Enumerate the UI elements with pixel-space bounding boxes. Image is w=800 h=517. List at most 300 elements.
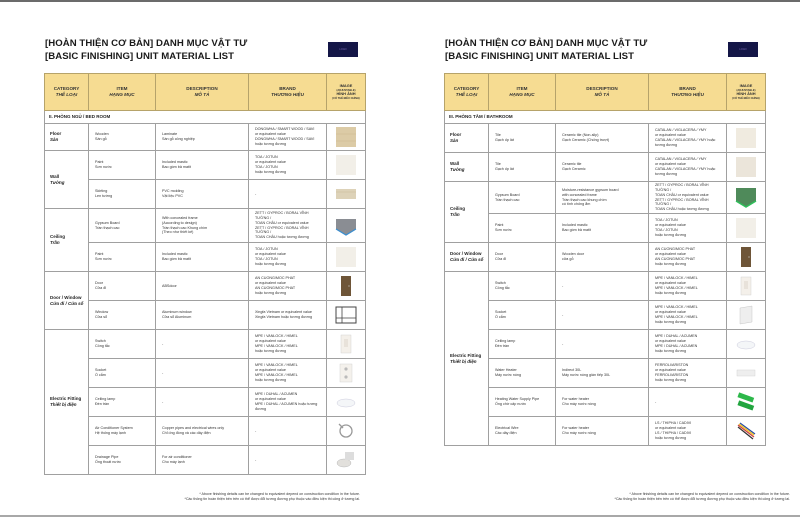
brand-cell: [649, 417, 727, 446]
description-cell: [556, 243, 649, 272]
brand-line: DONGWHA / SMART WOOD / SAVI: [255, 127, 315, 132]
description-cell: [556, 214, 649, 243]
image-cell: [727, 301, 766, 330]
header-item: [489, 74, 556, 111]
brand-line: MPE / VANLOCK / HIMEL: [655, 305, 698, 310]
brand-line: MPE / VANLOCK / HIMEL: [255, 344, 298, 348]
brand-line: or equivalent value: [255, 339, 286, 344]
image-cell: [327, 330, 366, 359]
item-vi: Đèn trần: [95, 402, 110, 406]
description-cell: [156, 330, 249, 359]
brand-cell: [249, 359, 327, 388]
item-en: Tile: [495, 162, 501, 167]
brand-cell: [649, 124, 727, 153]
brand-line: or equivalent value: [655, 368, 686, 373]
description-cell: [156, 301, 249, 330]
brand-cell: [649, 272, 727, 301]
description-en: Copper pipes and electrical wires only: [162, 426, 225, 431]
header-description-en: DESCRIPTION: [586, 86, 618, 91]
image-cell: [727, 388, 766, 417]
item-vi: Sơn nước: [495, 228, 512, 232]
item-en: Gypsum Board: [95, 220, 120, 225]
description-en: With concealed frame: [162, 215, 198, 220]
item-cell: [489, 417, 556, 446]
footnote-vietnamese: *Các thông tin hoàn thiện bên trên có thể được đổi tương đương phụ thuộc vào điều kiện thi công ở tương lai.: [614, 497, 790, 502]
header-image-adjustable: (ADJUSTABLE): [336, 88, 356, 92]
brand-line: FERROLI/ARISTON: [655, 363, 689, 368]
image-cell: [727, 153, 766, 182]
footnote-english: * Above finishing details can be changed to equivalent depend on construction condition in the future.: [629, 492, 790, 496]
section-title: III. PHÒNG TẮM / BATHROOM: [445, 111, 766, 124]
brand-line: TOAN CHÂU hoặc tương đương: [655, 207, 709, 212]
title-english: [BASIC FINISHING] UNIT MATERIAL LIST: [445, 50, 635, 62]
brand-line: or equivalent value: [655, 223, 686, 228]
table-row: [45, 417, 366, 446]
description-vi: Sàn gỗ công nghiệp: [162, 137, 195, 141]
category-en: Door / Window: [50, 294, 82, 300]
image-cell: [327, 243, 366, 272]
item-cell: [89, 180, 156, 209]
image-cell: [727, 214, 766, 243]
table-row: [445, 272, 766, 301]
brand-line: hoặc tương đương: [655, 348, 687, 353]
header-description: [556, 74, 649, 111]
item-vi: Sơn nước: [95, 257, 112, 261]
item-en: Skirting: [95, 189, 108, 194]
header-category-en: CATEGORY: [453, 86, 480, 91]
description-vi: Gạch Ceramic: [562, 167, 586, 171]
brand-line: AN CUONG/MOC PHAT: [655, 247, 696, 252]
item-en: Door: [495, 252, 503, 257]
item-vi: Ống chờ cấp nước: [495, 402, 527, 406]
brand-line: or equivalent value: [255, 160, 286, 165]
brand-line: hoặc tương đương: [655, 261, 687, 266]
header-image: [327, 74, 366, 111]
brand-line: TOA / JOTUN: [255, 247, 278, 252]
brand-cell: [649, 214, 727, 243]
category-cell: [445, 153, 489, 182]
category-cell: [45, 272, 89, 330]
brand-line: MPE / VANLOCK / HIMEL: [255, 334, 298, 339]
brand-line: AN CUONG/MOC PHAT: [255, 276, 296, 281]
description-en: -: [162, 341, 164, 346]
brand-line: or equivalent value: [655, 281, 686, 286]
gypsum-green-image: [729, 187, 763, 209]
category-en: Wall: [450, 161, 460, 166]
category-cell: [45, 151, 89, 209]
item-cell: [489, 182, 556, 214]
section-row: [45, 111, 366, 124]
brand-line: MPE / VANLOCK / HIMEL: [255, 373, 298, 377]
category-en: Ceiling: [450, 206, 466, 211]
door-image: [329, 275, 363, 297]
category-vi: Tường: [450, 167, 465, 172]
table-row: [45, 301, 366, 330]
description-vi: Chỉ ống đồng và các dây điện: [162, 431, 211, 435]
brand-line: hoặc tương đương: [255, 141, 287, 146]
header-item-vi: HẠNG MỤC: [109, 92, 135, 97]
brand-line: TOAN CHÂU or equivalent value: [655, 192, 709, 197]
brand-line: MPE / DUHAL / ACUMEN: [655, 334, 698, 339]
door-image: [729, 246, 763, 268]
table-row: [45, 388, 366, 417]
category-en: Electric Fitting: [450, 352, 482, 358]
brand-cell: [649, 301, 727, 330]
description-en: -: [162, 399, 164, 404]
description-cell: [156, 124, 249, 151]
item-en: Paint: [95, 252, 104, 257]
table-row: [445, 359, 766, 388]
drain-pipe-image: [329, 449, 363, 471]
category-vi: Thiết bị điện: [450, 358, 477, 364]
item-en: Air Conditioner System: [95, 426, 133, 431]
table-row: [445, 417, 766, 446]
wood-floor-image: [329, 126, 363, 148]
description-extra: (Theo như thiết kế): [162, 230, 194, 235]
item-en: Switch: [95, 339, 106, 344]
brand-line: AN CUONG/MOC PHAT: [655, 257, 696, 261]
description-cell: [556, 417, 649, 446]
description-en: -: [562, 341, 564, 346]
brand-cell: [249, 301, 327, 330]
item-en: Switch: [495, 281, 506, 286]
brand-cell: [649, 359, 727, 388]
description-cell: [156, 359, 249, 388]
category-cell: [445, 243, 489, 272]
item-cell: [89, 209, 156, 243]
brand-line: -: [255, 428, 257, 433]
brand-line: hoặc tương đương: [255, 377, 287, 382]
table-row: [45, 446, 366, 475]
brand-cell: [249, 330, 327, 359]
description-vi: Bao gồm bả matit: [162, 257, 191, 261]
description-vi: with concealed frame: [562, 192, 597, 197]
socket-cover-image: [729, 304, 763, 326]
category-en: Electric Fitting: [50, 396, 82, 401]
description-extra: Trần thạch cao Khung chìm: [162, 225, 208, 230]
item-vi: Len tường: [95, 194, 113, 198]
window-image: [329, 304, 363, 326]
paint-image: [329, 246, 363, 268]
category-vi: Sàn: [450, 138, 459, 143]
header-brand-vi: THƯƠNG HIỆU: [271, 92, 304, 97]
brand-line: hoặc tương đương: [655, 319, 687, 324]
image-cell: [327, 124, 366, 151]
item-vi: Ổ cắm: [495, 315, 506, 319]
description-cell: [156, 272, 249, 301]
description-en: Wooden door: [562, 252, 585, 257]
item-en: Wooden: [95, 132, 109, 137]
category-vi: Sàn: [50, 137, 59, 142]
brand-cell: [649, 388, 727, 417]
item-cell: [489, 388, 556, 417]
header-description-vi: MÔ TẢ: [194, 92, 210, 97]
item-cell: [89, 272, 156, 301]
header-category-en: CATEGORY: [53, 86, 80, 91]
item-en: Water Heater: [495, 368, 517, 373]
category-cell: [45, 124, 89, 151]
item-vi: Các dây điện: [495, 431, 517, 435]
copper-pipe-image: [329, 420, 363, 442]
category-vi: Trần: [50, 240, 60, 245]
brand-line: ZETT / GYPROC / BORAL VĨNH TƯỜNG /: [255, 211, 309, 220]
brand-line: -: [255, 191, 257, 196]
brand-line: or equivalent value: [255, 368, 286, 373]
description-en: -: [562, 312, 564, 317]
description-cell: [156, 243, 249, 272]
item-cell: [489, 124, 556, 153]
description-vi: Bao gồm bả matit: [162, 165, 191, 169]
brand-line: or equivalent value: [255, 132, 286, 137]
description-en: -: [562, 283, 564, 288]
header-category: [45, 74, 89, 111]
item-cell: [89, 151, 156, 180]
table-row: [45, 243, 366, 272]
image-cell: [727, 124, 766, 153]
image-cell: [327, 180, 366, 209]
item-vi: Sơn nước: [95, 165, 112, 169]
category-vi: Cửa đi / Cửa sổ: [50, 300, 84, 306]
description-cell: [556, 359, 649, 388]
brand-cell: [249, 180, 327, 209]
item-vi: Sàn gỗ: [95, 137, 107, 141]
image-cell: [327, 359, 366, 388]
item-vi: Công tắc: [495, 286, 510, 290]
table-row: [45, 359, 366, 388]
paint-image: [729, 217, 763, 239]
description-extra: Trần thạch cao khung chìm: [562, 197, 607, 202]
brand-line: MPE / VANLOCK / HIMEL: [255, 363, 298, 368]
brand-cell: [649, 243, 727, 272]
image-cell: [727, 330, 766, 359]
item-cell: [489, 359, 556, 388]
title-english: [BASIC FINISHING] UNIT MATERIAL LIST: [45, 50, 235, 62]
table-row: [445, 153, 766, 182]
brand-line: DONGWHA / SMART WOOD / SAVI: [255, 137, 315, 141]
item-en: Electrical Wire: [495, 426, 519, 431]
brand-line: MPE / DUHAL / ACUMEN hoặc tương: [255, 402, 318, 406]
header-brand-en: BRAND: [279, 86, 296, 91]
skirting-image: [329, 183, 363, 205]
item-cell: [489, 272, 556, 301]
header-image-adjustable: (ADJUSTABLE): [736, 88, 756, 92]
item-vi: Ổ cắm: [95, 373, 106, 377]
item-vi: Cửa đi: [495, 257, 507, 261]
brand-cell: [249, 209, 327, 243]
item-en: Tile: [495, 133, 501, 138]
brand-cell: [649, 182, 727, 214]
category-cell: [445, 272, 489, 446]
brand-cell: [249, 151, 327, 180]
table-row: [445, 301, 766, 330]
gypsum-image: [329, 215, 363, 237]
item-cell: [89, 243, 156, 272]
item-en: Door: [95, 281, 103, 286]
logo-text: LOGO: [339, 48, 347, 51]
brand-cell: [649, 330, 727, 359]
brand-line: hoặc tương đương: [255, 261, 287, 266]
brand-line: or equivalent value: [655, 310, 686, 315]
header-image-vi: HÌNH ẢNH: [336, 91, 356, 96]
item-en: Gypsum Board: [495, 192, 520, 197]
category-cell: [45, 330, 89, 475]
brand-line: ZETT / GYPROC / BORAL VĨNH TƯỜNG /: [255, 225, 309, 235]
header-item-vi: HẠNG MỤC: [509, 92, 535, 97]
item-en: Ceiling lamp: [495, 339, 516, 344]
table-row: [45, 124, 366, 151]
brand-line: MPE / VANLOCK / HIMEL: [655, 276, 698, 281]
category-vi: Cửa đi / Cửa sổ: [450, 257, 484, 262]
image-cell: [727, 243, 766, 272]
description-cell: [556, 388, 649, 417]
description-cell: [556, 182, 649, 214]
brand-line: TOA / JOTUN: [255, 155, 278, 160]
header-category-vi: THỂ LOẠI: [55, 92, 78, 97]
description-cell: [556, 272, 649, 301]
table-row: [445, 124, 766, 153]
brand-line: hoặc tương đương: [255, 348, 287, 353]
table-row: [45, 330, 366, 359]
brand-line: TOA / JOTUN: [255, 257, 278, 261]
footnote-english: * Above finishing details can be changed to equivalent depend on construction condition in the future.: [199, 492, 360, 496]
description-vi: Bao gồm bả matit: [562, 228, 591, 232]
table-row: [445, 214, 766, 243]
brand-line: AN CUONG/MOC PHAT: [255, 286, 296, 290]
description-en: Indirect 30L: [562, 368, 582, 373]
item-vi: Hệ thống máy lạnh: [95, 431, 126, 435]
item-vi: Trần thạch cao: [495, 197, 520, 202]
brand-line: LS / THIPHA / CADIVI: [655, 421, 692, 426]
category-en: Ceiling: [50, 234, 66, 239]
item-vi: Cửa đi: [95, 286, 107, 290]
description-cell: [156, 417, 249, 446]
brand-line: ZETT / GYPROC / BORAL VĨNH TƯỜNG /: [655, 183, 709, 192]
description-cell: [556, 124, 649, 153]
company-logo: [328, 42, 358, 57]
page-title: [45, 38, 247, 63]
brand-line: MPE / VANLOCK / HIMEL: [655, 315, 698, 319]
image-cell: [327, 417, 366, 446]
description-cell: [556, 153, 649, 182]
description-cell: [156, 209, 249, 243]
description-vi: cửa gỗ: [562, 257, 574, 261]
brand-line: hoặc tương đương: [655, 290, 687, 295]
brand-line: TOA / JOTUN: [655, 228, 678, 232]
description-en: Included mastic: [162, 160, 188, 165]
brand-line: CATALAN / VIGLACERA / YMY: [655, 128, 707, 133]
item-vi: Ống thoát nước: [95, 460, 122, 464]
brand-line: or equivalent value: [255, 252, 286, 257]
header-brand: [249, 74, 327, 111]
lamp-image: [329, 391, 363, 413]
image-cell: [327, 151, 366, 180]
table-row: [45, 151, 366, 180]
item-vi: Đèn trần: [495, 344, 510, 348]
image-cell: [727, 417, 766, 446]
item-en: Paint: [95, 160, 104, 165]
description-cell: [156, 151, 249, 180]
header-brand-vi: THƯƠNG HIỆU: [671, 92, 704, 97]
company-logo: [728, 42, 758, 57]
brand-line: Xingfa Vietnam hoặc tương đương: [255, 315, 313, 319]
item-en: Window: [95, 310, 109, 315]
header-image-vi: HÌNH ẢNH: [736, 91, 756, 96]
item-cell: [89, 124, 156, 151]
item-cell: [89, 417, 156, 446]
title-vietnamese: [HOÀN THIỆN CƠ BẢN] DANH MỤC VẬT TƯ: [45, 38, 248, 49]
description-en: For water heater: [562, 397, 590, 402]
header-image-adjustable-vi: (CÓ THỂ ĐIỀU CHỈNH): [332, 96, 360, 100]
item-vi: Gạch ốp lát: [495, 138, 514, 142]
table-row: [45, 180, 366, 209]
description-cell: [556, 301, 649, 330]
header-brand: [649, 74, 727, 111]
brand-line: or equivalent value: [655, 133, 686, 138]
section-title: II. PHÒNG NGỦ / BED ROOM: [45, 111, 366, 124]
header-image-adjustable-vi: (CÓ THỂ ĐIỀU CHỈNH): [732, 96, 760, 100]
brand-line: or equivalent value: [255, 281, 286, 286]
description-vi: (According to design): [162, 220, 197, 225]
item-cell: [489, 330, 556, 359]
brand-line: -: [255, 457, 257, 462]
logo-text: LOGO: [739, 48, 747, 51]
description-en: Included mastic: [562, 223, 588, 228]
table-row: [45, 209, 366, 243]
footnote: [615, 492, 790, 502]
category-en: Floor: [50, 131, 62, 136]
category-cell: [445, 124, 489, 153]
description-vi: Cho máy nước nóng: [562, 402, 596, 406]
item-cell: [489, 214, 556, 243]
description-cell: [556, 330, 649, 359]
category-en: Floor: [450, 132, 462, 137]
description-en: Ceramic tile: [562, 162, 582, 167]
table-row: [45, 272, 366, 301]
green-pipe-image: [729, 391, 763, 413]
brand-line: hoặc tương đương: [255, 169, 287, 174]
brand-line: or equivalent value: [655, 426, 686, 431]
description-vi: Gạch Ceramic (Chống trượt): [562, 138, 610, 142]
brand-cell: [249, 272, 327, 301]
socket-image: [329, 362, 363, 384]
description-en: For water heater: [562, 426, 590, 431]
item-cell: [89, 446, 156, 475]
description-vi: Cho máy nước nóng: [562, 431, 596, 435]
table-row: [445, 182, 766, 214]
brand-cell: [249, 388, 327, 417]
switch-image: [329, 333, 363, 355]
item-en: Heating Water Supply Pipe: [495, 397, 540, 402]
item-cell: [89, 301, 156, 330]
header-brand-en: BRAND: [679, 86, 696, 91]
description-en: ABSdoor: [162, 283, 177, 288]
item-vi: Công tắc: [95, 344, 110, 348]
brand-line: TOA / JOTUN: [655, 218, 678, 223]
item-cell: [489, 243, 556, 272]
image-cell: [327, 446, 366, 475]
page-title: [445, 38, 647, 63]
image-cell: [727, 182, 766, 214]
item-vi: Gạch ốp lát: [495, 167, 514, 171]
table-row: [445, 243, 766, 272]
item-en: Drainage Pipe: [95, 455, 119, 460]
item-cell: [489, 153, 556, 182]
brand-line: or equivalent value: [655, 339, 686, 344]
description-en: Laminate: [162, 132, 178, 137]
brand-line: CATALAN / VIGLACERA / YMY: [655, 157, 707, 162]
brand-line: or equivalent value: [255, 397, 286, 402]
description-cell: [156, 446, 249, 475]
